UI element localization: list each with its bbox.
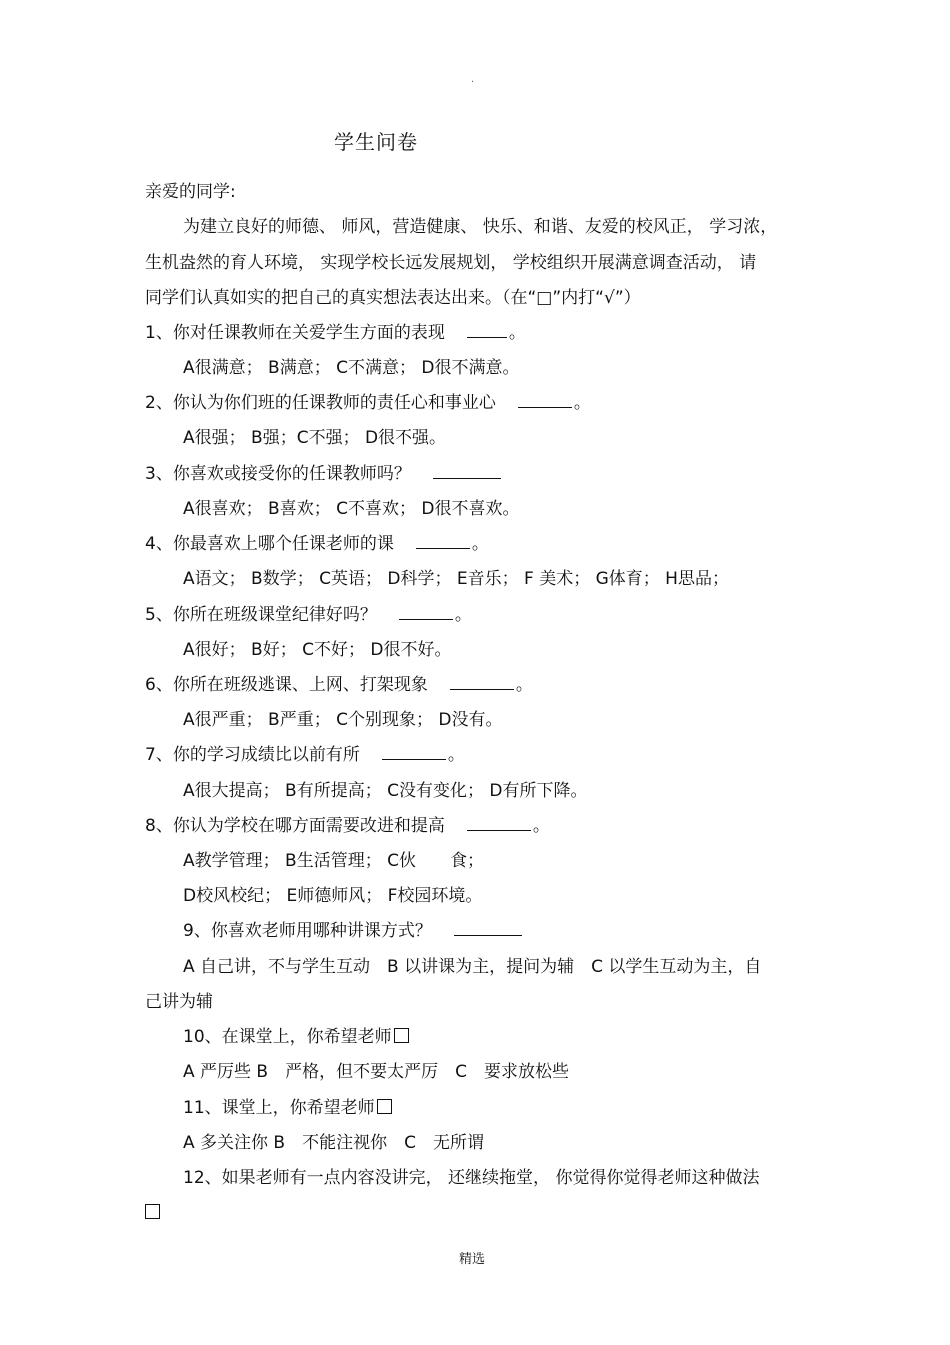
question-4-text: 4、你最喜欢上哪个任课老师的课 [145,534,394,554]
question-1-text: 1、你对任课教师在关爱学生方面的表现 [145,323,445,343]
question-2-options: A很强； B强；C不强； D很不强。 [183,428,447,448]
checkbox-11[interactable] [377,1099,392,1114]
question-7-text: 7、你的学习成绩比以前有所 [145,745,360,765]
question-10 [183,1025,409,1049]
question-1: 1、你对任课教师在关爱学生方面的表现 。 [145,323,526,343]
question-11-text: 11、课堂上，你希望老师 [183,1098,375,1118]
answer-blank-1[interactable] [467,321,507,338]
question-5-options: A很好； B好； C不好； D很不好。 [183,640,452,660]
answer-blank-6[interactable] [450,673,514,690]
answer-blank-7[interactable] [382,743,446,760]
footer-label: 精选 [459,1252,486,1267]
question-3 [145,462,501,486]
question-5: 5、你所在班级课堂纪律好吗？ 。 [145,605,472,625]
answer-blank-2[interactable] [518,391,572,408]
question-1-options: A很满意； B满意； C不满意； D很不满意。 [183,358,520,378]
intro-line-3: 同学们认真如实的把自己的真实想法表达出来。（在“□”内打“√”） [145,288,641,308]
answer-blank-8[interactable] [467,814,531,831]
question-7-options: A很大提高； B有所提高； C没有变化； D有所下降。 [183,781,588,801]
intro-line-1: 为建立良好的师德、 师风，营造健康、 快乐、和谐、友爱的校风正， 学习浓， [183,217,778,237]
question-2-text: 2、你认为你们班的任课教师的责任心和事业心 [145,393,496,413]
question-8: 8、你认为学校在哪方面需要改进和提高 。 [145,816,550,836]
answer-blank-9[interactable] [454,919,522,936]
header-dot: . [471,74,475,85]
question-11 [183,1096,392,1120]
question-6-options: A很严重； B严重； C个别现象； D没有。 [183,710,503,730]
question-9-text: 9、你喜欢老师用哪种讲课方式？ [183,921,432,941]
question-10-text: 10、在课堂上，你希望老师 [183,1027,392,1047]
question-4: 4、你最喜欢上哪个任课老师的课 。 [145,534,489,554]
question-12-checkbox-line [145,1201,160,1225]
question-3-options: A很喜欢； B喜欢； C不喜欢； D很不喜欢。 [183,499,520,519]
answer-blank-5[interactable] [399,603,453,620]
question-5-text: 5、你所在班级课堂纪律好吗？ [145,605,377,625]
question-4-options: A语文； B数学； C英语； D科学； E音乐； F 美术； G体育； H思品； [183,569,729,589]
question-9 [183,919,522,943]
intro-line-2: 生机盎然的育人环境， 实现学校长远发展规划， 学校组织开展满意调查活动， 请 [145,253,757,273]
question-8-options-2: D校风校纪； E师德师风； F校园环境。 [183,886,483,906]
checkbox-10[interactable] [394,1028,409,1043]
question-9-options-2: 己讲为辅 [145,992,213,1012]
answer-blank-4[interactable] [416,532,470,549]
question-2: 2、你认为你们班的任课教师的责任心和事业心 。 [145,393,591,413]
page-title: 学生问卷 [334,130,418,154]
question-6: 6、你所在班级逃课、上网、打架现象 。 [145,675,533,695]
question-8-options-1: A教学管理； B生活管理； C伙 食； [183,851,484,871]
checkbox-12[interactable] [145,1204,160,1219]
question-10-options: A 严厉些 B 严格，但不要太严厉 C 要求放松些 [183,1062,569,1082]
answer-blank-3[interactable] [433,462,501,479]
question-7: 7、你的学习成绩比以前有所 。 [145,745,465,765]
question-8-text: 8、你认为学校在哪方面需要改进和提高 [145,816,445,836]
greeting: 亲爱的同学: [145,182,236,202]
question-11-options: A 多关注你 B 不能注视你 C 无所谓 [183,1133,484,1153]
question-6-text: 6、你所在班级逃课、上网、打架现象 [145,675,428,695]
question-9-options-1: A 自己讲，不与学生互动 B 以讲课为主，提问为辅 C 以学生互动为主，自 [183,957,762,977]
question-12: 12、如果老师有一点内容没讲完， 还继续拖堂， 你觉得你觉得老师这种做法 [183,1168,760,1188]
question-3-text: 3、你喜欢或接受你的任课教师吗？ [145,464,411,484]
